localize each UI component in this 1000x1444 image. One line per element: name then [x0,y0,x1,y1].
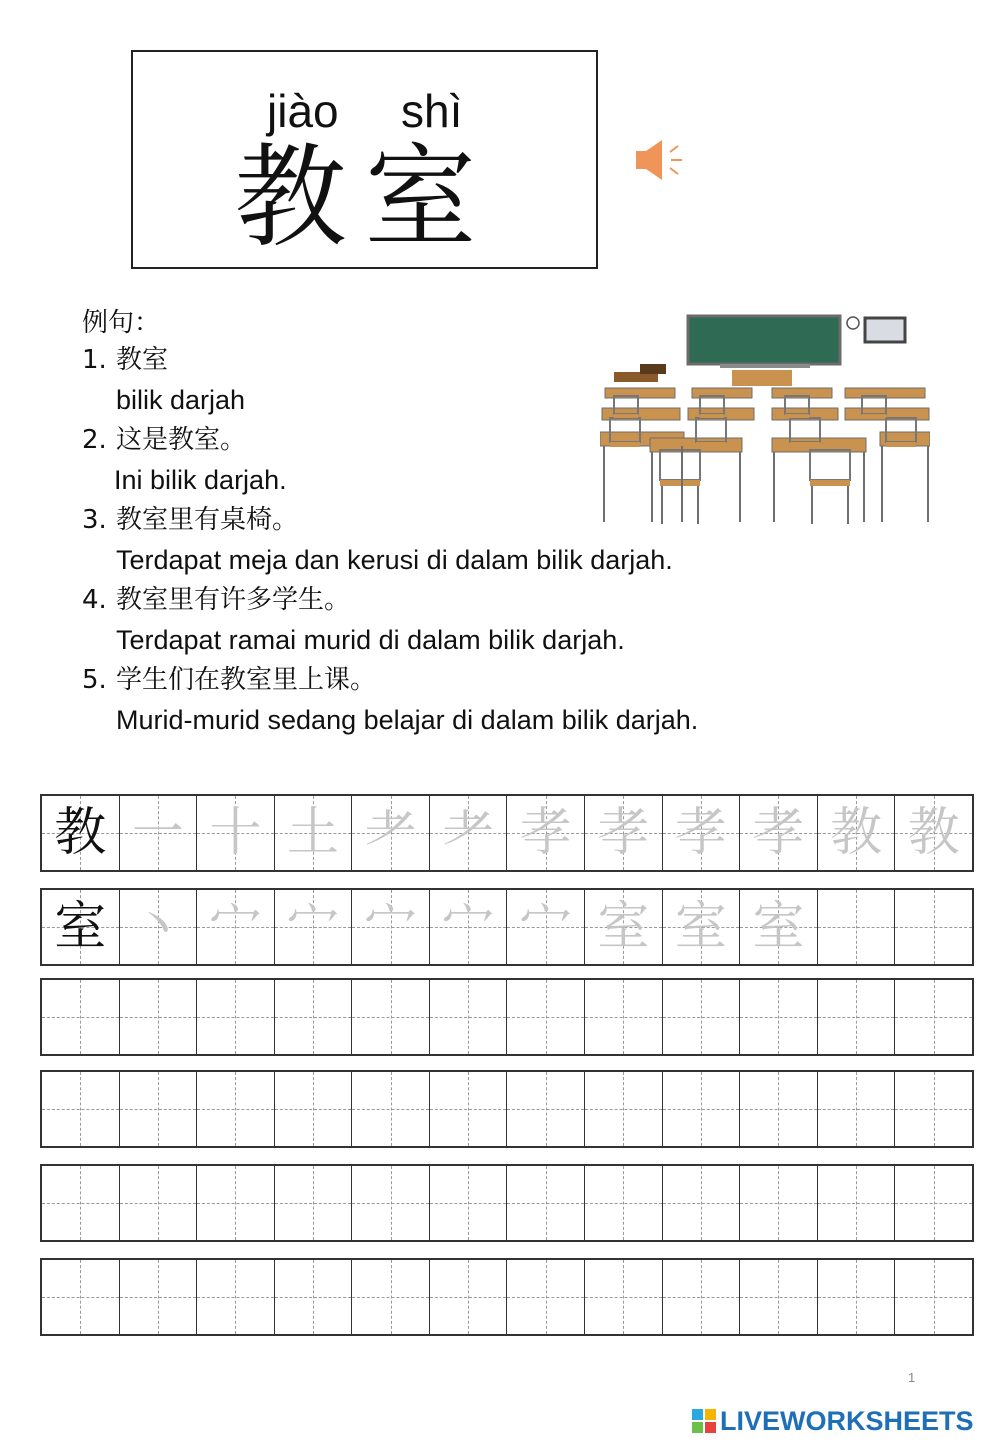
trace-character [663,1260,740,1334]
trace-character [740,1166,817,1240]
writing-cell[interactable] [429,1166,507,1240]
trace-character [740,1072,817,1146]
writing-cell[interactable] [506,980,584,1054]
trace-character: 孝 [752,803,805,863]
model-cell[interactable] [42,980,119,1054]
writing-cell[interactable] [351,980,429,1054]
sentence-zh [82,340,942,380]
writing-cell[interactable] [506,1166,584,1240]
writing-cell[interactable] [894,1260,972,1334]
model-character: 教 [54,803,107,863]
trace-character: 室 [674,897,727,957]
writing-cell[interactable] [662,796,740,870]
trace-character [895,890,972,964]
trace-character: 宀 [364,897,417,957]
trace-character: 孝 [674,803,727,863]
writing-cell[interactable] [894,980,972,1054]
writing-cell[interactable] [196,1072,274,1146]
writing-cell[interactable] [894,890,972,964]
writing-cell[interactable] [196,980,274,1054]
trace-character [818,1072,895,1146]
writing-cell[interactable] [662,980,740,1054]
trace-character: 十 [209,803,262,863]
title-box [131,50,598,269]
trace-character: 耂 [364,803,417,863]
trace-character [352,1166,429,1240]
practice-row [40,978,974,1056]
trace-character [507,1260,584,1334]
model-character [42,1260,119,1334]
trace-character [740,980,817,1054]
trace-character [197,1166,274,1240]
writing-cell[interactable] [662,890,740,964]
writing-cell[interactable] [274,890,352,964]
trace-character [895,1072,972,1146]
writing-cell[interactable] [739,1166,817,1240]
sentences-heading: 例句： [82,308,161,338]
writing-cell[interactable] [817,890,895,964]
sentence-zh-text: 教室 [116,345,169,375]
trace-character [740,1260,817,1334]
writing-cell[interactable] [506,1072,584,1146]
writing-cell[interactable] [119,980,197,1054]
sentence-zh-text: 教室里有桌椅。 [116,505,299,535]
trace-character [120,980,197,1054]
trace-character [818,1166,895,1240]
trace-character [352,1260,429,1334]
trace-character [663,1166,740,1240]
writing-cell[interactable] [739,1260,817,1334]
writing-cell[interactable] [196,890,274,964]
writing-cell[interactable] [119,1166,197,1240]
trace-character [275,1072,352,1146]
writing-cell[interactable] [506,890,584,964]
brand[interactable] [692,1406,974,1436]
trace-character [818,1260,895,1334]
trace-character [507,1166,584,1240]
writing-cell[interactable] [506,1260,584,1334]
writing-cell[interactable] [817,1072,895,1146]
trace-character [430,1260,507,1334]
sentence-zh-text: 学生们在教室里上课。 [116,665,377,695]
trace-character [895,1260,972,1334]
trace-character [275,1166,352,1240]
writing-cell[interactable] [274,796,352,870]
writing-cell[interactable] [196,1166,274,1240]
trace-character: 宀 [442,897,495,957]
writing-cell[interactable] [739,980,817,1054]
writing-cell[interactable] [894,1072,972,1146]
trace-character [818,980,895,1054]
sentence-zh [82,500,942,540]
writing-cell[interactable] [584,796,662,870]
trace-character [895,980,972,1054]
trace-character [663,980,740,1054]
trace-character: 丶 [131,897,184,957]
sentence-ms: Ini bilik darjah. [114,465,287,495]
trace-character [197,980,274,1054]
writing-cell[interactable] [196,796,274,870]
writing-cell[interactable] [119,1072,197,1146]
writing-cell[interactable] [894,796,972,870]
trace-character: 教 [830,803,883,863]
trace-character [663,1072,740,1146]
model-character [42,1072,119,1146]
writing-cell[interactable] [584,1260,662,1334]
model-cell[interactable] [42,796,119,870]
trace-character [585,1166,662,1240]
trace-character [585,1260,662,1334]
writing-cell[interactable] [429,980,507,1054]
sentence-ms: bilik darjah [116,385,246,415]
trace-character [197,1072,274,1146]
writing-cell[interactable] [351,1166,429,1240]
writing-cell[interactable] [584,980,662,1054]
trace-character: 孝 [519,803,572,863]
practice-row [40,794,974,872]
writing-cell[interactable] [274,1260,352,1334]
trace-character [585,980,662,1054]
trace-character [275,980,352,1054]
trace-character [197,1260,274,1334]
writing-cell[interactable] [429,1260,507,1334]
page-number: 1 [908,1370,916,1385]
writing-cell[interactable] [274,1072,352,1146]
trace-character: 室 [597,897,650,957]
trace-character [352,980,429,1054]
writing-cell[interactable] [817,1260,895,1334]
trace-character: 室 [752,897,805,957]
writing-cell[interactable] [119,796,197,870]
title-hanzi: 教室 [234,133,495,263]
trace-character: 孝 [597,803,650,863]
writing-cell[interactable] [817,1166,895,1240]
writing-cell[interactable] [584,1166,662,1240]
pinyin-shi: shì [401,85,463,137]
sentence-number: 5. [82,665,107,695]
trace-character: 耂 [442,803,495,863]
practice-row [40,1258,974,1336]
model-character [42,1166,119,1240]
practice-row [40,888,974,966]
trace-character [120,1072,197,1146]
sentence-zh-text: 教室里有许多学生。 [116,585,351,615]
sentence-number: 2. [82,425,107,455]
trace-character [430,980,507,1054]
trace-character [275,1260,352,1334]
writing-cell[interactable] [351,890,429,964]
model-cell[interactable] [42,890,119,964]
trace-character [430,1166,507,1240]
trace-character: 宀 [519,897,572,957]
writing-cell[interactable] [429,796,507,870]
practice-row [40,1070,974,1148]
writing-cell[interactable] [739,890,817,964]
writing-cell[interactable] [119,890,197,964]
writing-cell[interactable] [274,980,352,1054]
sentence-zh [82,420,942,460]
sentence-ms: Terdapat meja dan kerusi di dalam bilik darjah. [116,545,673,575]
practice-row [40,1164,974,1242]
pinyin-jiao: jiào [267,85,339,137]
writing-cell[interactable] [584,890,662,964]
sentence-zh-text: 这是教室。 [116,425,247,455]
liveworksheets-logo-icon [692,1409,716,1433]
writing-cell[interactable] [662,1260,740,1334]
brand-name: LIVEWORKSHEETS [720,1405,974,1436]
trace-character [507,980,584,1054]
trace-character: 教 [907,803,960,863]
trace-character [895,1166,972,1240]
model-character [42,980,119,1054]
writing-cell[interactable] [429,890,507,964]
writing-cell[interactable] [817,980,895,1054]
sentence-ms: Murid-murid sedang belajar di dalam bilik darjah. [116,705,699,735]
model-cell[interactable] [42,1072,119,1146]
sentence-number: 4. [82,585,107,615]
writing-cell[interactable] [351,1072,429,1146]
sentence-ms: Terdapat ramai murid di dalam bilik darjah. [116,625,625,655]
writing-cell[interactable] [894,1166,972,1240]
trace-character: 宀 [209,897,262,957]
trace-character [120,1166,197,1240]
trace-character [352,1072,429,1146]
model-character: 室 [54,897,107,957]
speaker-icon[interactable] [632,136,686,184]
writing-cell[interactable] [506,796,584,870]
writing-cell[interactable] [119,1260,197,1334]
writing-cell[interactable] [662,1072,740,1146]
writing-cell[interactable] [739,1072,817,1146]
trace-character: 宀 [287,897,340,957]
writing-cell[interactable] [351,796,429,870]
sentence-number: 3. [82,505,107,535]
writing-cell[interactable] [196,1260,274,1334]
sentence-number: 1. [82,345,107,375]
example-sentences [82,306,942,740]
trace-character: 土 [287,803,340,863]
trace-character [585,1072,662,1146]
writing-cell[interactable] [429,1072,507,1146]
writing-cell[interactable] [817,796,895,870]
writing-cell[interactable] [662,1166,740,1240]
sentence-zh [82,580,942,620]
writing-cell[interactable] [351,1260,429,1334]
model-cell[interactable] [42,1260,119,1334]
trace-character [430,1072,507,1146]
trace-character [120,1260,197,1334]
writing-cell[interactable] [584,1072,662,1146]
writing-cell[interactable] [274,1166,352,1240]
model-cell[interactable] [42,1166,119,1240]
trace-character [818,890,895,964]
sentence-zh [82,660,942,700]
writing-cell[interactable] [739,796,817,870]
trace-character [507,1072,584,1146]
trace-character: 一 [131,803,184,863]
